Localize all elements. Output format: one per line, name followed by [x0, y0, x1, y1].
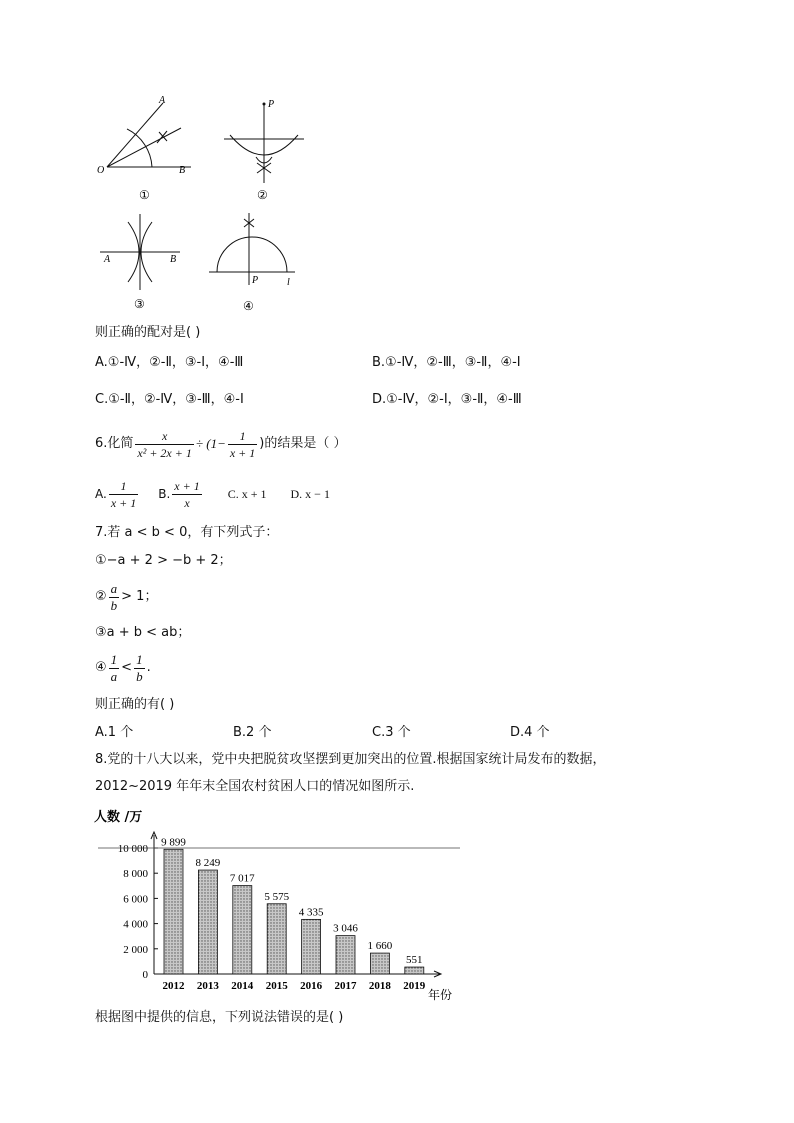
q6-suffix: )的结果是（ ）: [259, 436, 347, 451]
q6-prefix: 6.化简: [95, 436, 134, 451]
q6-stem: [95, 424, 347, 464]
x-tick-label: 2019: [403, 980, 426, 992]
bar: [164, 849, 183, 974]
f4-label-l: l: [287, 277, 290, 288]
bar: [198, 870, 217, 974]
q7-s4-d2: b: [136, 668, 143, 684]
q6-opt-a-label: A.: [95, 487, 107, 501]
q6-opt-d: D. x − 1: [290, 487, 330, 501]
x-tick-label: 2016: [300, 980, 323, 992]
f1-label-O: O: [97, 165, 105, 176]
f1-caption: ①: [139, 188, 150, 202]
x-tick-label: 2018: [368, 980, 391, 992]
q7-s4-post: .: [146, 660, 151, 675]
bar-value-label: 1 660: [367, 940, 393, 953]
bar-value-label: 5 575: [264, 890, 290, 903]
q7-s4-n2: 1: [136, 651, 143, 667]
y-tick-label: 2 000: [123, 943, 148, 956]
q7-option-b: B.2 个: [233, 725, 272, 740]
chart-xlabel: 年份: [428, 988, 453, 1002]
x-tick-label: 2014: [231, 980, 254, 992]
f2-label-P: P: [268, 99, 275, 110]
f3-label-A: A: [104, 254, 111, 265]
q7-option-a: A.1 个: [95, 725, 134, 740]
f1-label-A: A: [159, 95, 166, 106]
poverty-population-bar-chart: [90, 805, 470, 1005]
y-tick-label: 10 000: [117, 843, 148, 855]
bar-value-label: 7 017: [229, 872, 255, 885]
x-tick-label: 2013: [196, 980, 219, 992]
q8-line-2: 2012~2019 年年末全国农村贫困人口的情况如图所示.: [95, 779, 415, 794]
q6-frac1: [135, 428, 193, 461]
q6-opt-c: C. x + 1: [227, 487, 267, 501]
bar-value-label: 551: [406, 954, 423, 967]
q7-s2-post: > 1；: [121, 589, 158, 604]
q7-s2-num: a: [110, 580, 118, 596]
q5-prompt: 则正确的配对是( ): [95, 325, 201, 340]
q7-option-c: C.3 个: [372, 725, 411, 740]
bar-value-label: 4 335: [298, 906, 324, 919]
figure-2-perpendicular-from-point: [222, 95, 307, 205]
y-tick-label: 6 000: [123, 893, 148, 906]
q6-opt-b-num: x + 1: [174, 478, 200, 493]
bar-value-label: 8 249: [195, 857, 221, 870]
bar: [405, 967, 424, 974]
q7-s2-den: b: [110, 597, 118, 613]
q7-s4-pre: ④: [95, 660, 107, 675]
figure-1-angle-bisector: [95, 95, 195, 205]
y-tick-label: 8 000: [123, 868, 148, 881]
q6-opt-b-label: B.: [158, 487, 171, 501]
q6-frac2-den: x + 1: [229, 445, 256, 460]
q8-line-1: 8.党的十八大以来，党中央把脱贫攻坚摆到更加突出的位置.根据国家统计局发布的数据，: [95, 752, 606, 767]
f2-caption: ②: [257, 188, 268, 202]
q7-s2-pre: ②: [95, 589, 107, 604]
q6-options: [95, 474, 330, 514]
q6-frac1-den: x² + 2x + 1: [137, 445, 192, 460]
q7-prompt: 则正确的有( ): [95, 697, 175, 712]
bar: [267, 904, 286, 974]
q7-s4-frac2: [134, 652, 145, 685]
f3-caption: ③: [134, 297, 145, 311]
q7-stem: 7.若 a < b < 0，有下列式子：: [95, 525, 279, 540]
q7-statement-3: ③a + b < ab；: [95, 625, 191, 640]
q7-s4-n1: 1: [110, 651, 118, 667]
f1-label-B: B: [179, 165, 186, 176]
x-tick-label: 2017: [334, 980, 357, 992]
bar: [302, 919, 321, 974]
bar-value-label: 9 899: [161, 836, 186, 849]
y-tick-label: 0: [142, 969, 148, 981]
bar: [336, 936, 355, 974]
q7-s2-frac: [109, 581, 120, 614]
chart-ylabel: 人数 /万: [94, 810, 143, 825]
q6-opt-a-num: 1: [109, 478, 138, 495]
q8-prompt: 根据图中提供的信息，下列说法错误的是( ): [95, 1010, 344, 1025]
bar: [233, 886, 252, 974]
q5-option-d: D.①-Ⅳ，②-Ⅰ，③-Ⅱ，④-Ⅲ: [372, 392, 522, 407]
f4-caption: ④: [243, 299, 254, 313]
q6-opt-b: [172, 478, 201, 511]
bar: [370, 953, 389, 974]
q7-s4-frac1: [109, 652, 120, 685]
y-tick-label: 4 000: [123, 918, 148, 931]
q7-s4-d1: a: [110, 668, 118, 684]
q6-frac2-num: 1: [228, 428, 257, 445]
q7-statement-2: [95, 580, 157, 614]
q6-frac2: [228, 428, 257, 461]
q5-option-a: A.①-Ⅳ，②-Ⅱ，③-Ⅰ，④-Ⅲ: [95, 355, 244, 370]
q7-option-d: D.4 个: [510, 725, 550, 740]
x-tick-label: 2012: [162, 980, 185, 992]
figure-3-perpendicular-bisector: [98, 208, 188, 316]
q5-option-c: C.①-Ⅱ，②-Ⅳ，③-Ⅲ，④-Ⅰ: [95, 392, 244, 407]
q6-frac1-num: x: [135, 428, 193, 445]
x-tick-label: 2015: [265, 980, 288, 992]
bar-value-label: 3 046: [333, 922, 358, 935]
q7-statement-4: [95, 650, 151, 686]
q6-opt-a-den: x + 1: [110, 495, 137, 510]
q6-div: ÷ (1−: [195, 436, 226, 451]
q5-option-b: B.①-Ⅳ，②-Ⅲ，③-Ⅱ，④-Ⅰ: [372, 355, 521, 370]
q7-statement-1: ①−a + 2 > −b + 2；: [95, 553, 232, 568]
f4-label-P: P: [252, 275, 259, 286]
figure-4-perpendicular-at-point: [205, 205, 300, 317]
q6-opt-a: [109, 478, 138, 511]
q7-s4-mid: <: [121, 660, 133, 675]
f3-label-B: B: [170, 254, 177, 265]
q6-opt-b-den: x: [184, 495, 190, 510]
